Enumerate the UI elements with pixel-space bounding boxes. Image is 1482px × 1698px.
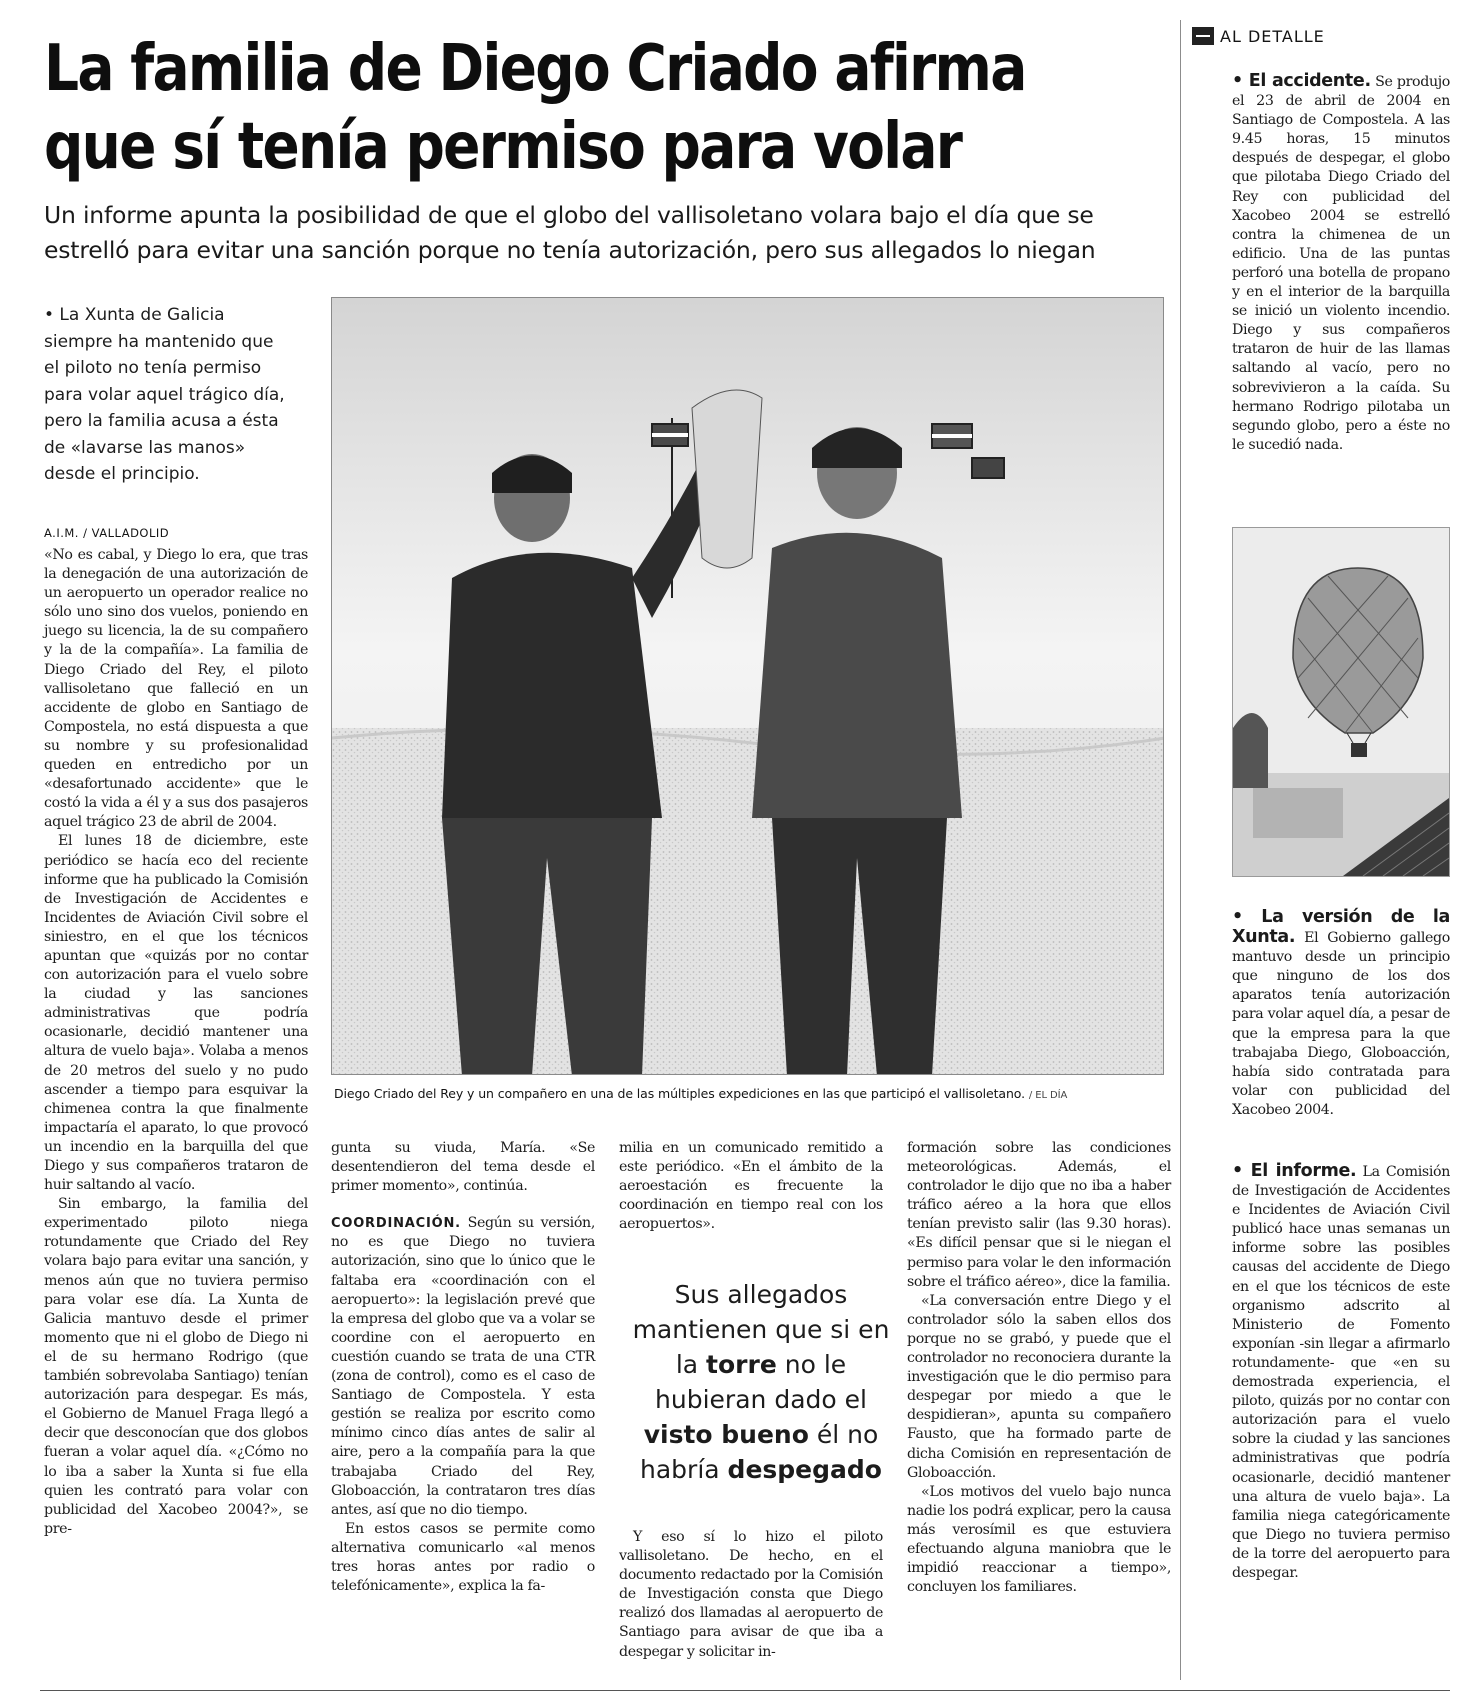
pullquote-emphasis: torre: [706, 1350, 777, 1379]
sidebar-item-label: • El accidente.: [1232, 71, 1371, 91]
headline: La familia de Diego Criado afirma que sí tenía permiso para volar: [44, 32, 1026, 184]
section-marker-icon: [1192, 27, 1214, 45]
article-column-2: [331, 1139, 595, 1596]
article-column-3-top: [619, 1139, 883, 1234]
pullquote-text: Sus allegados mantienen que si en la: [632, 1280, 890, 1379]
paragraph: Y eso sí lo hizo el piloto vallisoletano. De hecho, en el documento redactado por la Comisión de Investigación consta que Diego realizó dos llamadas al aeropuerto de Santiago para avisar de que iba a despegar y solicitar in-: [619, 1529, 883, 1660]
sidebar-item-text: La Comisión de Investigación de Accidentes e Incidentes de Aviación Civil publicó hace unas semanas un informe sobre las posibles causas del accidente de Diego en el que los técnicos de este organismo adscrito al Ministerio de Fomento exponían -sin llegar a afirmarlo rotundamente- que «en su demostrada experiencia, el piloto, quizás por no contar con autorización para el vuelo sobre la ciudad y las sanciones administrativas que podría ocasionarle, decidió mantener una altura de vuelo baja». La familia niega categóricamente que Diego no tuviera permiso de la torre del aeropuerto para despegar.: [1232, 1164, 1450, 1581]
photo-credit: / EL DÍA: [1028, 1090, 1068, 1101]
sidebar-divider: [1180, 20, 1181, 1680]
sidebar-item-label: • El informe.: [1232, 1161, 1357, 1181]
photo-illustration: [332, 298, 1164, 1075]
byline: A.I.M. / VALLADOLID: [44, 526, 170, 540]
page-bottom-rule: [40, 1690, 1450, 1691]
paragraph: «No es cabal, y Diego lo era, que tras la denegación de una autorización de un aeropuerto un operador realice no sólo uno sino dos vuelos, poniendo en juego su licencia, la de su compañero y la de la compañía». La familia de Diego Criado del Rey, el piloto vallisoletano que falleció en un accidente de globo en Santiago de Compostela, no está dispuesta a que su nombre y su profesionalidad queden en entredicho por un «desafortunado accidente» que le costó la vida a él y a sus dos pasajeros aquel trágico 23 de abril de 2004.: [44, 547, 308, 831]
sidebar-item-version-xunta: [1232, 908, 1450, 1120]
paragraph: En estos casos se permite como alternativa comunicarlo «al menos tres horas antes por radio o telefónicamente», explica la fa-: [331, 1520, 595, 1595]
sidebar-item-text: El Gobierno gallego mantuvo desde un principio que ninguno de los dos aparatos tenía autorización para volar aquel día, a pesar de que la empresa para la que trabajaba Diego, Globoacción, había sido contratada para volar con publicidad del Xacobeo 2004.: [1232, 930, 1450, 1118]
sidebar-item-label: • La versión de la Xunta.: [1232, 907, 1450, 948]
sidebar-item-informe: [1232, 1162, 1450, 1583]
caption-text: Diego Criado del Rey y un compañero en una de las múltiples expediciones en las que participó el vallisoletano.: [334, 1086, 1025, 1101]
article-column-1: [44, 546, 308, 1539]
pullquote-text: él no habría: [640, 1420, 879, 1484]
sidebar-header: [1192, 24, 1325, 48]
paragraph: «Los motivos del vuelo bajo nunca nadie los podrá explicar, pero la causa más verosímil es que estuviera efectuando alguna maniobra que le impidió reaccionar a tiempo», concluyen los familiares.: [907, 1483, 1171, 1596]
section-kicker: COORDINACIÓN.: [331, 1216, 461, 1232]
paragraph: «La conversación entre Diego y el controlador sólo la saben ellos dos porque no se grabó, y puede que el controlador no reconociera durante la investigación que le dio permiso para despegar por miedo a que le despidieran», apunta su compañero Fausto, que ha formado parte de dicha Comisión en representación de Globoacción.: [907, 1292, 1171, 1481]
article-photo: [331, 297, 1164, 1075]
paragraph: gunta su viuda, María. «Se desentendieron del tema desde el primer momento», continúa.: [331, 1140, 595, 1195]
lead-summary: • La Xunta de Galicia siempre ha mantenido que el piloto no tenía permiso para volar aquel trágico día, pero la familia acusa a ésta de «lavarse las manos» desde el principio.: [44, 305, 285, 484]
balloon-illustration: [1233, 528, 1449, 876]
pullquote-emphasis: despegado: [727, 1455, 882, 1484]
paragraph: El lunes 18 de diciembre, este periódico se hacía eco del reciente informe que ha publicado la Comisión de Investigación de Accidentes e Incidentes de Aviación Civil sobre el siniestro, en el que los técnicos apuntan que «quizás por no contar con autorización para el vuelo sobre la ciudad y las sanciones administrativas que podría ocasionarle, decidió mantener una altura de vuelo baja». Volaba a menos de 20 metros del suelo y no pudo ascender a tiempo para esquivar la chimenea contra la que finalmente impactaría el aparato, lo que provocó un incendio en la barquilla del que Diego y sus compañeros trataron de huir saltando al vacío.: [44, 833, 308, 1194]
article-column-3-bottom: [619, 1528, 883, 1662]
article-column-4: [907, 1139, 1171, 1597]
sidebar-item-text: Se produjo el 23 de abril de 2004 en Santiago de Compostela. A las 9.45 horas, 15 minutos después de despegar, el globo que pilotaba Diego Criado del Rey con publicidad del Xacobeo 2004 se estrelló contra la chimenea de un edificio. Una de las puntas perforó una botella de propano y en el interior de la barquilla se inició un violento incendio. Diego y sus compañeros trataron de huir de las llamas saltando al vacío, pero no sobrevivieron a la caída. Su hermano Rodrigo pilotaba un segundo globo, pero a éste no le sucedió nada.: [1232, 74, 1450, 453]
paragraph: formación sobre las condiciones meteorológicas. Además, el controlador le dijo que no iba a haber tráfico aéreo a la hora que ellos tenían previsto salir (las 9.30 horas). «Es difícil pensar que si le niegan el permiso para volar le den información sobre el tráfico aéreo», dice la familia.: [907, 1140, 1171, 1290]
paragraph-text: Según su versión, no es que Diego no tuviera autorización, sino que lo único que le faltaba era «coordinación con el aeropuerto»: la legislación prevé que la empresa del globo que va a volar se coordine con el aeropuerto en cuestión cuando se trata de una CTR (zona de control), como es el caso de Santiago de Compostela. Y esta gestión se realiza por escrito como mínimo cinco días antes de salir al aire, pero a la compañía para la que trabajaba Criado del Rey, Globoacción, la contrataron tres días antes, así que no dio tiempo.: [331, 1215, 595, 1518]
sidebar-item-accidente: [1232, 72, 1450, 455]
paragraph: milia en un comunicado remitido a este periódico. «En el ámbito de la aeroestación es frecuente la coordinación en tiempo real con los aeropuertos».: [619, 1140, 883, 1233]
pull-quote: [626, 1277, 896, 1487]
photo-caption: [334, 1086, 1164, 1101]
pullquote-emphasis: visto bueno: [643, 1420, 809, 1449]
subheadline: Un informe apunta la posibilidad de que el globo del vallisoletano volara bajo el día que se estrelló para evitar una sanción porque no tenía autorización, pero sus allegados lo niegan: [44, 201, 1096, 264]
paragraph: Sin embargo, la familia del experimentado piloto niega rotundamente que Criado del Rey volara bajo para evitar una sanción, y menos aún que no tuviera permiso para volar ese día. La Xunta de Galicia mantuvo desde el primer momento que ni el globo de Diego ni el de su hermano Rodrigo (que también sobrevolaba Santiago) tenían autorización para despegar. Es más, el Gobierno de Manuel Fraga llegó a decir que desconocían que dos globos fueran a volar aquel día. «¿Cómo no lo iba a saber la Xunta si fue ella quien les contrató para volar con publicidad del Xacobeo 2004?», se pre-: [44, 1196, 308, 1537]
pullquote-text: no le hubieran dado el: [655, 1350, 867, 1414]
sidebar-title: AL DETALLE: [1220, 26, 1325, 46]
sidebar-balloon-photo: [1232, 527, 1450, 877]
paragraph: [331, 1214, 595, 1520]
